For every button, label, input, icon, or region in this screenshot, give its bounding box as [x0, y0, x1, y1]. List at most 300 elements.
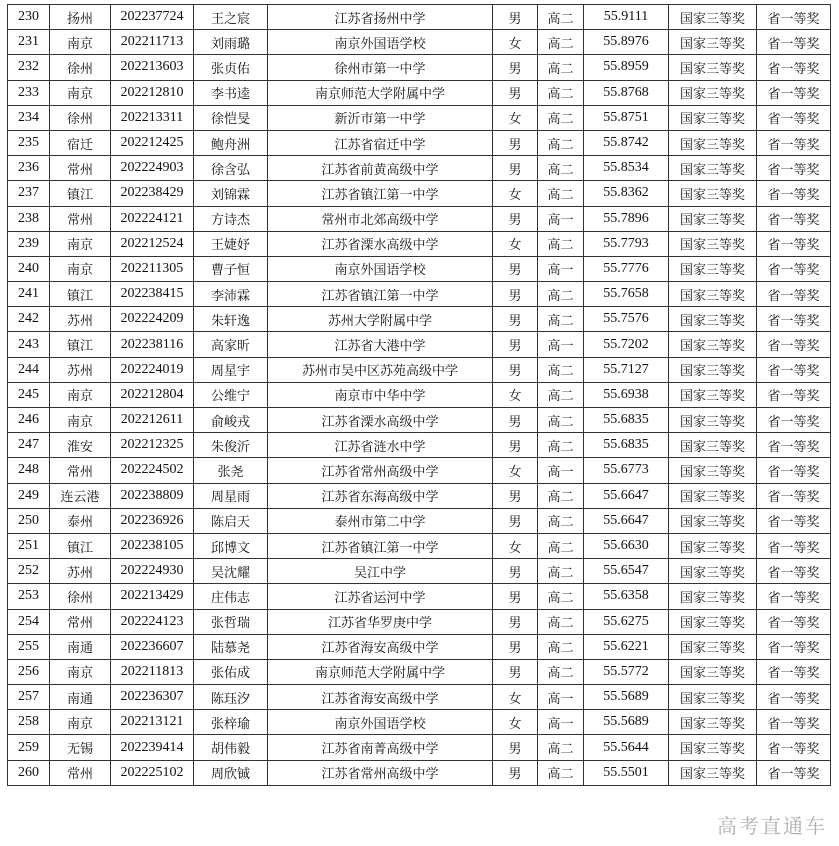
- table-row: [8, 5, 831, 30]
- name-cell: 周星雨: [194, 483, 268, 508]
- rank-cell: 245: [8, 382, 50, 407]
- rank-cell: 236: [8, 156, 50, 181]
- school-cell: 江苏省溧水高级中学: [268, 408, 493, 433]
- gender-cell: 男: [493, 760, 538, 785]
- gender-cell: 男: [493, 5, 538, 30]
- grade-cell: 高二: [538, 760, 584, 785]
- rank-cell: 248: [8, 458, 50, 483]
- city-cell: 常州: [50, 609, 111, 634]
- gender-cell: 男: [493, 282, 538, 307]
- grade-cell: 高二: [538, 80, 584, 105]
- gender-cell: 男: [493, 433, 538, 458]
- name-cell: 刘雨璐: [194, 30, 268, 55]
- national-award-cell: 国家三等奖: [669, 735, 757, 760]
- provincial-award-cell: 省一等奖: [757, 659, 831, 684]
- provincial-award-cell: 省一等奖: [757, 710, 831, 735]
- name-cell: 张佑成: [194, 659, 268, 684]
- name-cell: 公维宁: [194, 382, 268, 407]
- rank-cell: 233: [8, 80, 50, 105]
- city-cell: 连云港: [50, 483, 111, 508]
- provincial-award-cell: 省一等奖: [757, 156, 831, 181]
- school-cell: 南京外国语学校: [268, 710, 493, 735]
- name-cell: 胡伟毅: [194, 735, 268, 760]
- national-award-cell: 国家三等奖: [669, 659, 757, 684]
- score-cell: 55.8976: [584, 30, 669, 55]
- school-cell: 南京市中华中学: [268, 382, 493, 407]
- provincial-award-cell: 省一等奖: [757, 483, 831, 508]
- provincial-award-cell: 省一等奖: [757, 206, 831, 231]
- school-cell: 苏州市吴中区苏苑高级中学: [268, 357, 493, 382]
- provincial-award-cell: 省一等奖: [757, 559, 831, 584]
- student-id-cell: 202213121: [111, 710, 194, 735]
- name-cell: 邱博文: [194, 533, 268, 558]
- name-cell: 庄伟志: [194, 584, 268, 609]
- gender-cell: 女: [493, 533, 538, 558]
- table-row: [8, 433, 831, 458]
- score-cell: 55.6547: [584, 559, 669, 584]
- national-award-cell: 国家三等奖: [669, 181, 757, 206]
- school-cell: 南京外国语学校: [268, 256, 493, 281]
- national-award-cell: 国家三等奖: [669, 55, 757, 80]
- provincial-award-cell: 省一等奖: [757, 282, 831, 307]
- school-cell: 南京师范大学附属中学: [268, 659, 493, 684]
- gender-cell: 女: [493, 382, 538, 407]
- student-id-cell: 202211713: [111, 30, 194, 55]
- rank-cell: 249: [8, 483, 50, 508]
- gender-cell: 男: [493, 357, 538, 382]
- city-cell: 徐州: [50, 584, 111, 609]
- grade-cell: 高二: [538, 609, 584, 634]
- city-cell: 镇江: [50, 181, 111, 206]
- school-cell: 江苏省华罗庚中学: [268, 609, 493, 634]
- school-cell: 江苏省运河中学: [268, 584, 493, 609]
- national-award-cell: 国家三等奖: [669, 80, 757, 105]
- score-cell: 55.7793: [584, 231, 669, 256]
- gender-cell: 男: [493, 609, 538, 634]
- grade-cell: 高二: [538, 30, 584, 55]
- gender-cell: 女: [493, 181, 538, 206]
- provincial-award-cell: 省一等奖: [757, 105, 831, 130]
- city-cell: 常州: [50, 760, 111, 785]
- provincial-award-cell: 省一等奖: [757, 357, 831, 382]
- student-id-cell: 202224502: [111, 458, 194, 483]
- student-id-cell: 202236926: [111, 508, 194, 533]
- score-cell: 55.8362: [584, 181, 669, 206]
- city-cell: 徐州: [50, 55, 111, 80]
- score-cell: 55.7776: [584, 256, 669, 281]
- rank-cell: 252: [8, 559, 50, 584]
- name-cell: 徐含弘: [194, 156, 268, 181]
- school-cell: 江苏省涟水中学: [268, 433, 493, 458]
- name-cell: 朱俊沂: [194, 433, 268, 458]
- school-cell: 江苏省东海高级中学: [268, 483, 493, 508]
- rank-cell: 238: [8, 206, 50, 231]
- name-cell: 高家昕: [194, 332, 268, 357]
- gender-cell: 男: [493, 130, 538, 155]
- score-cell: 55.8742: [584, 130, 669, 155]
- national-award-cell: 国家三等奖: [669, 483, 757, 508]
- name-cell: 张哲瑞: [194, 609, 268, 634]
- student-id-cell: 202236307: [111, 685, 194, 710]
- name-cell: 朱轩逸: [194, 307, 268, 332]
- rank-cell: 250: [8, 508, 50, 533]
- grade-cell: 高一: [538, 710, 584, 735]
- city-cell: 镇江: [50, 533, 111, 558]
- score-cell: 55.5689: [584, 685, 669, 710]
- score-cell: 55.5501: [584, 760, 669, 785]
- grade-cell: 高一: [538, 685, 584, 710]
- student-id-cell: 202213603: [111, 55, 194, 80]
- rank-cell: 239: [8, 231, 50, 256]
- rank-cell: 244: [8, 357, 50, 382]
- grade-cell: 高二: [538, 105, 584, 130]
- table-row: [8, 181, 831, 206]
- gender-cell: 男: [493, 634, 538, 659]
- grade-cell: 高二: [538, 508, 584, 533]
- student-id-cell: 202213311: [111, 105, 194, 130]
- national-award-cell: 国家三等奖: [669, 508, 757, 533]
- city-cell: 常州: [50, 156, 111, 181]
- gender-cell: 男: [493, 735, 538, 760]
- gender-cell: 女: [493, 30, 538, 55]
- school-cell: 吴江中学: [268, 559, 493, 584]
- provincial-award-cell: 省一等奖: [757, 609, 831, 634]
- score-cell: 55.6221: [584, 634, 669, 659]
- student-id-cell: 202224903: [111, 156, 194, 181]
- school-cell: 江苏省海安高级中学: [268, 634, 493, 659]
- student-id-cell: 202212425: [111, 130, 194, 155]
- national-award-cell: 国家三等奖: [669, 282, 757, 307]
- student-id-cell: 202238809: [111, 483, 194, 508]
- table-row: [8, 408, 831, 433]
- student-id-cell: 202212810: [111, 80, 194, 105]
- city-cell: 南京: [50, 382, 111, 407]
- student-id-cell: 202212804: [111, 382, 194, 407]
- school-cell: 常州市北郊高级中学: [268, 206, 493, 231]
- name-cell: 刘锦霖: [194, 181, 268, 206]
- score-cell: 55.6358: [584, 584, 669, 609]
- student-id-cell: 202236607: [111, 634, 194, 659]
- rank-cell: 253: [8, 584, 50, 609]
- table-body: [8, 5, 831, 786]
- city-cell: 南京: [50, 659, 111, 684]
- national-award-cell: 国家三等奖: [669, 559, 757, 584]
- city-cell: 苏州: [50, 559, 111, 584]
- student-id-cell: 202238105: [111, 533, 194, 558]
- table-row: [8, 735, 831, 760]
- grade-cell: 高一: [538, 206, 584, 231]
- national-award-cell: 国家三等奖: [669, 332, 757, 357]
- national-award-cell: 国家三等奖: [669, 30, 757, 55]
- name-cell: 张贞佑: [194, 55, 268, 80]
- provincial-award-cell: 省一等奖: [757, 458, 831, 483]
- provincial-award-cell: 省一等奖: [757, 5, 831, 30]
- city-cell: 镇江: [50, 332, 111, 357]
- provincial-award-cell: 省一等奖: [757, 685, 831, 710]
- grade-cell: 高二: [538, 357, 584, 382]
- national-award-cell: 国家三等奖: [669, 105, 757, 130]
- provincial-award-cell: 省一等奖: [757, 760, 831, 785]
- table-row: [8, 533, 831, 558]
- score-cell: 55.7127: [584, 357, 669, 382]
- city-cell: 苏州: [50, 357, 111, 382]
- gender-cell: 男: [493, 55, 538, 80]
- score-cell: 55.7576: [584, 307, 669, 332]
- school-cell: 江苏省南菁高级中学: [268, 735, 493, 760]
- gender-cell: 男: [493, 307, 538, 332]
- city-cell: 淮安: [50, 433, 111, 458]
- city-cell: 镇江: [50, 282, 111, 307]
- table-row: [8, 685, 831, 710]
- grade-cell: 高二: [538, 559, 584, 584]
- name-cell: 王婕妤: [194, 231, 268, 256]
- table-row: [8, 105, 831, 130]
- rank-cell: 231: [8, 30, 50, 55]
- student-id-cell: 202213429: [111, 584, 194, 609]
- city-cell: 无锡: [50, 735, 111, 760]
- school-cell: 苏州大学附属中学: [268, 307, 493, 332]
- rank-cell: 243: [8, 332, 50, 357]
- grade-cell: 高二: [538, 181, 584, 206]
- student-id-cell: 202224123: [111, 609, 194, 634]
- national-award-cell: 国家三等奖: [669, 533, 757, 558]
- gender-cell: 男: [493, 659, 538, 684]
- score-cell: 55.6647: [584, 483, 669, 508]
- national-award-cell: 国家三等奖: [669, 5, 757, 30]
- score-cell: 55.8768: [584, 80, 669, 105]
- city-cell: 常州: [50, 206, 111, 231]
- gender-cell: 男: [493, 256, 538, 281]
- table-row: [8, 584, 831, 609]
- school-cell: 江苏省常州高级中学: [268, 760, 493, 785]
- school-cell: 江苏省镇江第一中学: [268, 181, 493, 206]
- provincial-award-cell: 省一等奖: [757, 584, 831, 609]
- provincial-award-cell: 省一等奖: [757, 80, 831, 105]
- student-id-cell: 202237724: [111, 5, 194, 30]
- name-cell: 陈珏汐: [194, 685, 268, 710]
- city-cell: 南通: [50, 685, 111, 710]
- rank-cell: 242: [8, 307, 50, 332]
- school-cell: 江苏省镇江第一中学: [268, 282, 493, 307]
- table-row: [8, 483, 831, 508]
- school-cell: 泰州市第二中学: [268, 508, 493, 533]
- table-row: [8, 231, 831, 256]
- city-cell: 南京: [50, 408, 111, 433]
- table-row: [8, 609, 831, 634]
- grade-cell: 高二: [538, 231, 584, 256]
- table-row: [8, 659, 831, 684]
- national-award-cell: 国家三等奖: [669, 256, 757, 281]
- national-award-cell: 国家三等奖: [669, 760, 757, 785]
- student-id-cell: 202224019: [111, 357, 194, 382]
- school-cell: 江苏省镇江第一中学: [268, 533, 493, 558]
- score-cell: 55.8534: [584, 156, 669, 181]
- rank-cell: 241: [8, 282, 50, 307]
- school-cell: 江苏省溧水高级中学: [268, 231, 493, 256]
- gender-cell: 女: [493, 710, 538, 735]
- provincial-award-cell: 省一等奖: [757, 130, 831, 155]
- table-row: [8, 256, 831, 281]
- table-row: [8, 30, 831, 55]
- score-cell: 55.7202: [584, 332, 669, 357]
- gender-cell: 女: [493, 458, 538, 483]
- national-award-cell: 国家三等奖: [669, 307, 757, 332]
- table-row: [8, 206, 831, 231]
- rank-cell: 237: [8, 181, 50, 206]
- provincial-award-cell: 省一等奖: [757, 55, 831, 80]
- score-cell: 55.6773: [584, 458, 669, 483]
- grade-cell: 高二: [538, 130, 584, 155]
- national-award-cell: 国家三等奖: [669, 206, 757, 231]
- table-row: [8, 55, 831, 80]
- student-id-cell: 202224209: [111, 307, 194, 332]
- table-row: [8, 710, 831, 735]
- national-award-cell: 国家三等奖: [669, 156, 757, 181]
- rank-cell: 240: [8, 256, 50, 281]
- name-cell: 俞峻戎: [194, 408, 268, 433]
- rank-cell: 232: [8, 55, 50, 80]
- score-cell: 55.9111: [584, 5, 669, 30]
- rank-cell: 235: [8, 130, 50, 155]
- grade-cell: 高一: [538, 256, 584, 281]
- grade-cell: 高二: [538, 659, 584, 684]
- city-cell: 南京: [50, 710, 111, 735]
- gender-cell: 男: [493, 584, 538, 609]
- city-cell: 南京: [50, 80, 111, 105]
- name-cell: 李沛霖: [194, 282, 268, 307]
- results-table: [7, 4, 831, 786]
- score-cell: 55.6835: [584, 433, 669, 458]
- grade-cell: 高二: [538, 307, 584, 332]
- name-cell: 徐恺旻: [194, 105, 268, 130]
- national-award-cell: 国家三等奖: [669, 458, 757, 483]
- national-award-cell: 国家三等奖: [669, 609, 757, 634]
- city-cell: 常州: [50, 458, 111, 483]
- gender-cell: 女: [493, 685, 538, 710]
- school-cell: 江苏省常州高级中学: [268, 458, 493, 483]
- rank-cell: 230: [8, 5, 50, 30]
- student-id-cell: 202239414: [111, 735, 194, 760]
- score-cell: 55.8751: [584, 105, 669, 130]
- table-row: [8, 156, 831, 181]
- score-cell: 55.6647: [584, 508, 669, 533]
- name-cell: 曹子恒: [194, 256, 268, 281]
- provincial-award-cell: 省一等奖: [757, 307, 831, 332]
- school-cell: 江苏省前黄高级中学: [268, 156, 493, 181]
- table-row: [8, 130, 831, 155]
- school-cell: 南京外国语学校: [268, 30, 493, 55]
- provincial-award-cell: 省一等奖: [757, 735, 831, 760]
- name-cell: 张梓瑜: [194, 710, 268, 735]
- score-cell: 55.5644: [584, 735, 669, 760]
- name-cell: 方诗杰: [194, 206, 268, 231]
- city-cell: 南通: [50, 634, 111, 659]
- name-cell: 李书逵: [194, 80, 268, 105]
- gender-cell: 男: [493, 156, 538, 181]
- provincial-award-cell: 省一等奖: [757, 30, 831, 55]
- student-id-cell: 202212524: [111, 231, 194, 256]
- provincial-award-cell: 省一等奖: [757, 256, 831, 281]
- school-cell: 徐州市第一中学: [268, 55, 493, 80]
- grade-cell: 高二: [538, 55, 584, 80]
- school-cell: 江苏省海安高级中学: [268, 685, 493, 710]
- table-row: [8, 307, 831, 332]
- grade-cell: 高二: [538, 282, 584, 307]
- rank-cell: 234: [8, 105, 50, 130]
- table-row: [8, 357, 831, 382]
- provincial-award-cell: 省一等奖: [757, 332, 831, 357]
- table-row: [8, 382, 831, 407]
- gender-cell: 男: [493, 483, 538, 508]
- provincial-award-cell: 省一等奖: [757, 231, 831, 256]
- provincial-award-cell: 省一等奖: [757, 508, 831, 533]
- city-cell: 南京: [50, 256, 111, 281]
- name-cell: 吴沈耀: [194, 559, 268, 584]
- grade-cell: 高二: [538, 735, 584, 760]
- gender-cell: 男: [493, 80, 538, 105]
- national-award-cell: 国家三等奖: [669, 130, 757, 155]
- city-cell: 苏州: [50, 307, 111, 332]
- gender-cell: 女: [493, 105, 538, 130]
- name-cell: 王之宸: [194, 5, 268, 30]
- grade-cell: 高二: [538, 533, 584, 558]
- rank-cell: 257: [8, 685, 50, 710]
- provincial-award-cell: 省一等奖: [757, 533, 831, 558]
- score-cell: 55.5689: [584, 710, 669, 735]
- gender-cell: 男: [493, 508, 538, 533]
- provincial-award-cell: 省一等奖: [757, 408, 831, 433]
- school-cell: 江苏省扬州中学: [268, 5, 493, 30]
- table-row: [8, 458, 831, 483]
- school-cell: 新沂市第一中学: [268, 105, 493, 130]
- score-cell: 55.6275: [584, 609, 669, 634]
- table-row: [8, 508, 831, 533]
- city-cell: 扬州: [50, 5, 111, 30]
- score-cell: 55.6835: [584, 408, 669, 433]
- grade-cell: 高二: [538, 408, 584, 433]
- national-award-cell: 国家三等奖: [669, 710, 757, 735]
- table-row: [8, 80, 831, 105]
- rank-cell: 254: [8, 609, 50, 634]
- table-row: [8, 332, 831, 357]
- school-cell: 江苏省宿迁中学: [268, 130, 493, 155]
- gender-cell: 男: [493, 332, 538, 357]
- student-id-cell: 202238429: [111, 181, 194, 206]
- rank-cell: 251: [8, 533, 50, 558]
- grade-cell: 高二: [538, 483, 584, 508]
- student-id-cell: 202224930: [111, 559, 194, 584]
- table-row: [8, 634, 831, 659]
- name-cell: 周欣铖: [194, 760, 268, 785]
- grade-cell: 高二: [538, 156, 584, 181]
- rank-cell: 259: [8, 735, 50, 760]
- national-award-cell: 国家三等奖: [669, 357, 757, 382]
- national-award-cell: 国家三等奖: [669, 685, 757, 710]
- city-cell: 宿迁: [50, 130, 111, 155]
- provincial-award-cell: 省一等奖: [757, 634, 831, 659]
- score-cell: 55.6938: [584, 382, 669, 407]
- city-cell: 徐州: [50, 105, 111, 130]
- rank-cell: 247: [8, 433, 50, 458]
- grade-cell: 高二: [538, 433, 584, 458]
- national-award-cell: 国家三等奖: [669, 408, 757, 433]
- score-cell: 55.8959: [584, 55, 669, 80]
- student-id-cell: 202212325: [111, 433, 194, 458]
- student-id-cell: 202238116: [111, 332, 194, 357]
- national-award-cell: 国家三等奖: [669, 634, 757, 659]
- grade-cell: 高二: [538, 634, 584, 659]
- name-cell: 鲍舟洲: [194, 130, 268, 155]
